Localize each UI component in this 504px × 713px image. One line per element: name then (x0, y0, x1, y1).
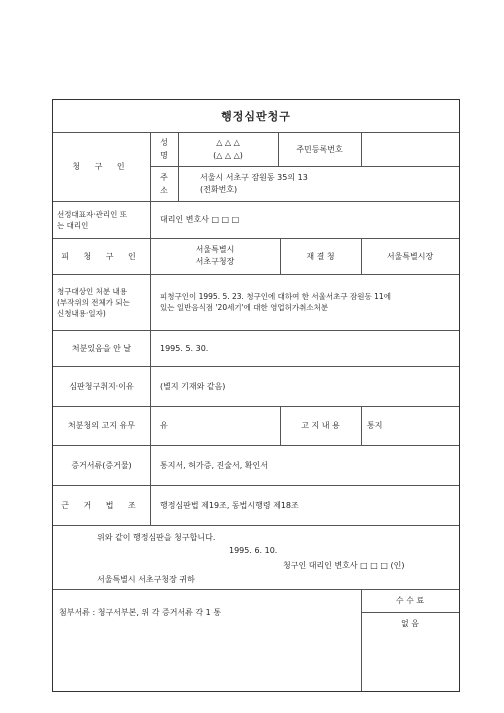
notice-content-label: 고 지 내 용 (301, 421, 340, 430)
name-label-line: 명 (160, 151, 168, 160)
respondent-line: 서울특별시 (195, 245, 235, 254)
notice-content-value: 통지 (367, 421, 383, 430)
address-value (178, 166, 459, 201)
addressee: 서울특별시 서초구청장 귀하 (97, 575, 195, 584)
name-value (178, 132, 278, 166)
form-title: 행정심판청구 (221, 110, 291, 123)
address-line: 서울시 서초구 잠원동 35의 13 (200, 172, 308, 182)
respondent-line: 서초구청장 (195, 257, 235, 266)
representative-label-line: 선정대표자·관리인 또 (57, 209, 127, 219)
target-label-line: 신청내용·일자) (57, 308, 106, 318)
target-label-line: 청구대상인 처분 내용 (57, 286, 127, 296)
declaration-date: 1995. 6. 10. (229, 546, 278, 555)
decision-authority-label: 재 결 청 (306, 251, 335, 261)
declaration-text: 위와 같이 행정심판을 청구합니다. (97, 533, 216, 542)
address-label-line: 소 (160, 185, 168, 195)
representative-value: 대리인 변호사 □ □ □ (160, 215, 240, 224)
address-label-line: 주 (160, 172, 168, 182)
legal-basis-label: 근 거 법 조 (61, 500, 142, 510)
attachments-text: 첨부서류 : 청구서부본, 위 각 증거서류 각 1 통 (59, 607, 222, 617)
name-label (150, 132, 178, 166)
target-label-line: (부작위의 전체가 되는 (57, 297, 130, 307)
signer: 청구인 대리인 변호사 □ □ □ (인) (283, 561, 405, 570)
phone-line: (전화번호) (200, 184, 238, 194)
address-label (150, 166, 178, 201)
claimant-label: 청 구 인 (72, 162, 131, 171)
purpose-label: 심판청구취지·이유 (69, 381, 134, 391)
target-value (150, 274, 459, 330)
respondent-value (150, 238, 280, 274)
notice-label: 처분청의 고지 유무 (68, 421, 135, 430)
name-label-line: 성 (160, 138, 168, 147)
known-date-value: 1995. 5. 30. (160, 343, 209, 353)
representative-label (53, 201, 150, 238)
legal-basis-value: 행정심판법 제19조, 동법시행령 제18조 (160, 500, 299, 510)
decision-authority-value: 서울특별시장 (386, 251, 434, 261)
administrative-appeal-form (52, 99, 460, 692)
name-value-line: △ △ △ (216, 138, 240, 147)
notice-value: 유 (160, 421, 168, 430)
target-value-line: 있는 일반음식점 '20세기'에 대한 영업허가취소처분 (160, 303, 329, 312)
target-value-line: 피청구인이 1995. 5. 23. 청구인에 대하여 한 서울서초구 잠원동 11에 (160, 292, 391, 301)
evidence-label: 증거서류(증거물) (71, 460, 132, 470)
purpose-value: (별지 기재와 같음) (160, 381, 226, 391)
target-label (53, 274, 150, 330)
representative-label-line: 는 대리인 (57, 220, 89, 230)
fee-label: 수 수 료 (395, 596, 425, 605)
resident-number-value (361, 132, 459, 166)
respondent-label: 피 청 구 인 (61, 251, 142, 261)
name-value-line: (△ △ △) (213, 151, 243, 160)
fee-value: 없 음 (401, 619, 419, 628)
resident-number-label: 주민등록번호 (296, 144, 343, 154)
divider (53, 525, 459, 526)
evidence-value: 통지서, 허가증, 진술서, 확인서 (160, 460, 268, 470)
known-date-label: 처분있음을 안 날 (71, 343, 132, 353)
